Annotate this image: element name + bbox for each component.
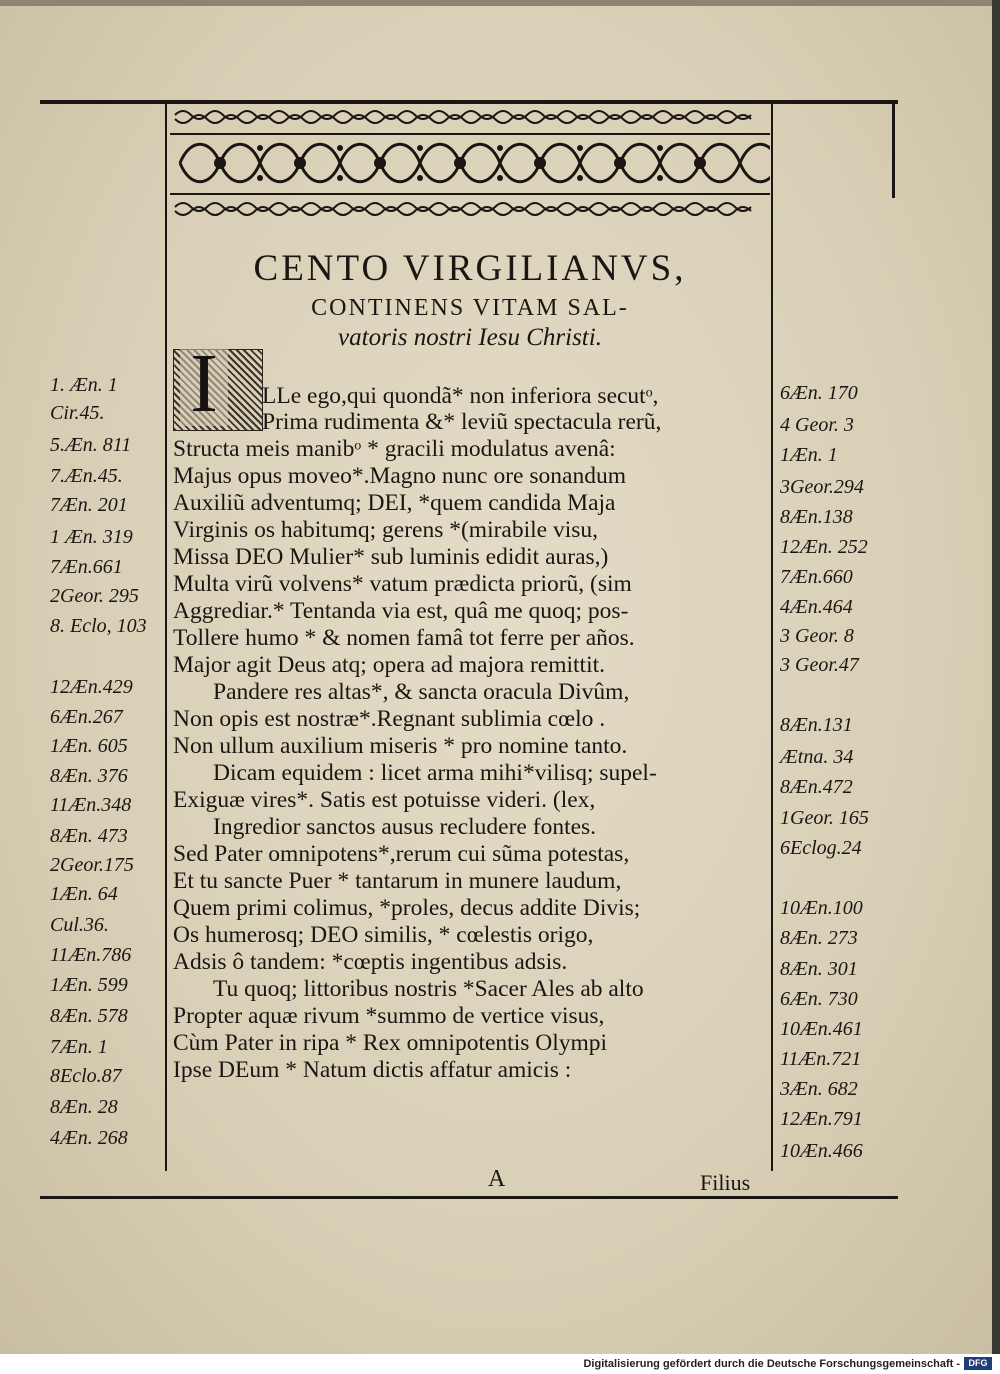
credit-text: Digitalisierung gefördert durch die Deutsche Forschungsgemeinschaft - [583, 1358, 960, 1370]
verse-line: Exiguæ vires*. Satis est potuisse videri. (lex, [173, 787, 596, 813]
verse-line: Virginis os habitumq; gerens *(mirabile visu, [173, 517, 599, 543]
margin-reference: 4 Geor. 3 [780, 414, 854, 436]
margin-reference: 1Æn. 64 [50, 883, 118, 905]
margin-reference: 12Æn.791 [780, 1108, 863, 1130]
margin-reference: 3 Geor.47 [780, 654, 859, 676]
dfg-logo: DFG [964, 1357, 992, 1370]
verse-line: Non ullum auxilium miseris * pro nomine tanto. [173, 733, 628, 759]
margin-reference: Cul.36. [50, 914, 109, 936]
margin-reference: 6Eclog.24 [780, 837, 862, 859]
margin-reference: 7.Æn.45. [50, 465, 123, 487]
verse-line: Dicam equidem : licet arma mihi*vilisq; supel- [213, 760, 657, 786]
page-title [170, 250, 770, 350]
initial-letter: I [180, 342, 228, 426]
margin-reference: 7Æn. 1 [50, 1036, 108, 1058]
verse-line: Missa DEO Mulier* sub luminis edidit auras,) [173, 544, 609, 570]
margin-reference: 11Æn.721 [780, 1048, 862, 1070]
margin-reference: 12Æn.429 [50, 676, 133, 698]
verse-line: Pandere res altas*, & sancta oracula Divûm, [213, 679, 630, 705]
margin-reference: 6Æn. 170 [780, 382, 858, 404]
margin-reference: 10Æn.100 [780, 897, 863, 919]
margin-reference: 6Æn. 730 [780, 988, 858, 1010]
verse-line: Ingredior sanctos ausus recludere fontes. [213, 814, 597, 840]
decorated-initial [173, 337, 263, 431]
margin-reference: 4Æn. 268 [50, 1127, 128, 1149]
margin-reference: 2Geor. 295 [50, 585, 139, 607]
verse-line: Propter aquæ rivum *summo de vertice visus, [173, 1003, 605, 1029]
catchword: Filius [700, 1170, 751, 1195]
margin-reference: 3Æn. 682 [780, 1078, 858, 1100]
scan-edge [0, 0, 1000, 6]
margin-reference: 8. Eclo, 103 [50, 615, 147, 637]
margin-reference: 11Æn.786 [50, 944, 132, 966]
margin-reference: 8Æn. 473 [50, 825, 128, 847]
verse-line: Ipse DEum * Natum dictis affatur amicis : [173, 1057, 572, 1083]
margin-reference: 8Æn.472 [780, 776, 853, 798]
margin-reference: 1Geor. 165 [780, 807, 869, 829]
verse-line: Aggrediar.* Tentanda via est, quâ me quoq; pos- [173, 598, 629, 624]
scan-edge [992, 0, 1000, 1354]
ornamental-headpiece [170, 103, 770, 223]
margin-reference: 3Geor.294 [780, 476, 864, 498]
margin-reference: 11Æn.348 [50, 794, 132, 816]
margin-reference: 6Æn.267 [50, 706, 123, 728]
verse-line: Adsis ô tandem: *cœptis ingentibus adsis. [173, 949, 568, 975]
outer-right-rule [892, 100, 895, 198]
margin-reference: 10Æn.461 [780, 1018, 863, 1040]
verse-line: Et tu sancte Puer * tantarum in munere laudum, [173, 868, 622, 894]
verse-line: Tu quoq; littoribus nostris *Sacer Ales ab alto [213, 976, 644, 1002]
verse-line: Prima rudimenta &* leviũ spectacula rerũ, [262, 409, 662, 435]
bottom-rule [40, 1196, 898, 1199]
margin-reference: 8Æn. 376 [50, 765, 128, 787]
margin-reference: 8Æn. 578 [50, 1005, 128, 1027]
verse-line: Quem primi colimus, *proles, decus addite Divis; [173, 895, 641, 921]
verse-line: Structa meis manibᵒ * gracili modulatus avenâ: [173, 436, 616, 462]
verse-line: Cùm Pater in ripa * Rex omnipotentis Olympi [173, 1030, 608, 1056]
title-line: CONTINENS VITAM SAL- [311, 295, 629, 321]
margin-reference: 7Æn. 201 [50, 494, 128, 516]
margin-reference: 8Æn.131 [780, 714, 853, 736]
verse-line: Multa virũ volvens* vatum prædicta priorũ, (sim [173, 571, 632, 597]
margin-reference: 1 Æn. 319 [50, 526, 133, 548]
verse-line: Majus opus moveo*.Magno nunc ore sonandum [173, 463, 626, 489]
margin-reference: 8Æn. 301 [780, 958, 858, 980]
margin-reference: 12Æn. 252 [780, 536, 868, 558]
margin-reference: 7Æn.661 [50, 556, 123, 578]
verse-line: LLe ego,qui quondã* non inferiora secutᵒ, [262, 383, 659, 409]
verse-line: Major agit Deus atq; opera ad majora remittit. [173, 652, 605, 678]
verse-line: Auxiliũ adventumq; DEI, *quem candida Maja [173, 490, 616, 516]
margin-reference: 8Æn. 28 [50, 1096, 118, 1118]
margin-reference: 8Æn.138 [780, 506, 853, 528]
margin-reference: 1. Æn. 1 [50, 374, 118, 396]
verse-line: Tollere humo * & nomen famâ tot ferre per años. [173, 625, 635, 651]
margin-reference: 5.Æn. 811 [50, 434, 132, 456]
margin-reference: 8Æn. 273 [780, 927, 858, 949]
margin-reference: 2Geor.175 [50, 854, 134, 876]
inner-left-rule [165, 103, 167, 1171]
margin-reference: 7Æn.660 [780, 566, 853, 588]
margin-reference: 4Æn.464 [780, 596, 853, 618]
title-line: vatoris nostri Iesu Christi. [338, 324, 602, 351]
margin-reference: 1Æn. 1 [780, 444, 838, 466]
title-line: CENTO VIRGILIANVS, [253, 248, 687, 289]
margin-reference: 10Æn.466 [780, 1140, 863, 1162]
signature-mark: A [488, 1166, 506, 1192]
margin-reference: 1Æn. 599 [50, 974, 128, 996]
margin-reference: 8Eclo.87 [50, 1065, 122, 1087]
margin-reference: Ætna. 34 [780, 746, 854, 768]
verse-line: Sed Pater omnipotens*,rerum cui sũma potestas, [173, 841, 630, 867]
verse-line: Non opis est nostræ*.Regnant sublimia cœlo . [173, 706, 606, 732]
digitization-credit [0, 1354, 1000, 1374]
margin-reference: Cir.45. [50, 402, 105, 424]
margin-reference: 1Æn. 605 [50, 735, 128, 757]
margin-reference: 3 Geor. 8 [780, 625, 854, 647]
verse-line: Os humerosq; DEO similis, * cœlestis origo, [173, 922, 594, 948]
